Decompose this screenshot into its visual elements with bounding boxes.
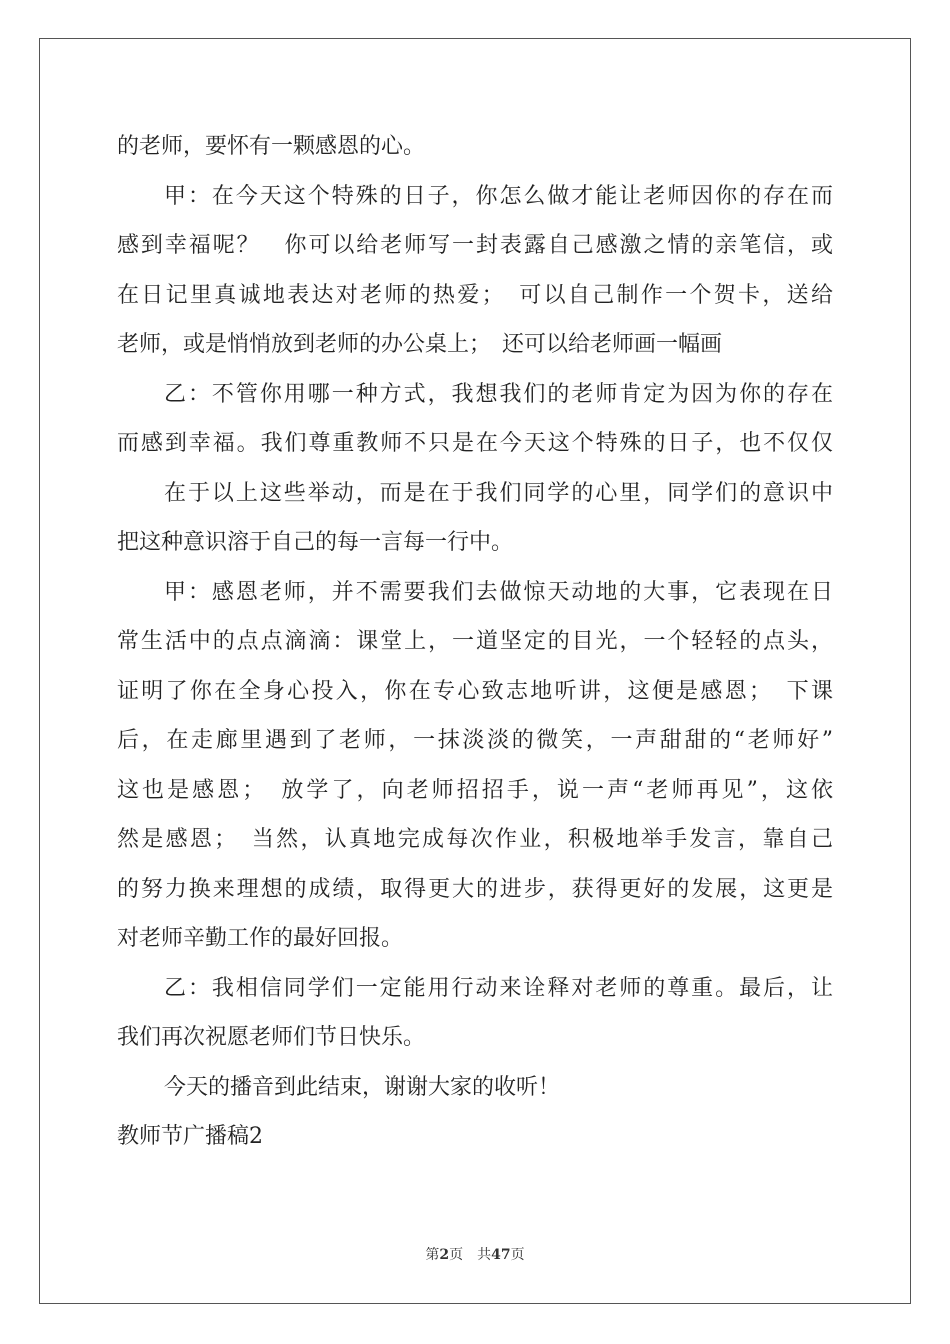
text-line: 甲：在今天这个特殊的日子，你怎么做才能让老师因你的存在而 bbox=[164, 183, 833, 209]
text-line: 然是感恩； 当然，认真地完成每次作业，积极地举手发言，靠自己 bbox=[117, 827, 833, 852]
text-line: 甲：感恩老师，并不需要我们去做惊天动地的大事，它表现在日 bbox=[164, 579, 833, 605]
text-line: 我们再次祝愿老师们节日快乐。 bbox=[117, 1025, 426, 1050]
text-line: 而感到幸福。我们尊重教师不只是在今天这个特殊的日子，也不仅仅 bbox=[117, 431, 833, 456]
text-line: 后，在走廊里遇到了老师，一抹淡淡的微笑，一声甜甜的“老师好” bbox=[117, 728, 833, 753]
document-body bbox=[117, 122, 833, 1162]
page-prefix: 第 bbox=[425, 1247, 440, 1263]
text-line: 的努力换来理想的成绩，取得更大的进步，获得更好的发展，这更是 bbox=[117, 876, 833, 902]
page-footer bbox=[0, 1244, 950, 1264]
text-line: 在日记里真诚地表达对老师的热爱； 可以自己制作一个贺卡，送给 bbox=[117, 282, 833, 308]
text-line: 乙：我相信同学们一定能用行动来诠释对老师的尊重。最后，让 bbox=[164, 975, 833, 1001]
page-number: 2 bbox=[439, 1247, 450, 1263]
text-line: 证明了你在全身心投入，你在专心致志地听讲，这便是感恩； 下课 bbox=[117, 678, 833, 704]
text-line: 乙：不管你用哪一种方式，我想我们的老师肯定为因为你的存在 bbox=[164, 381, 833, 407]
text-line: 感到幸福呢？ 你可以给老师写一封表露自己感激之情的亲笔信，或 bbox=[117, 233, 833, 258]
text-line: 的老师，要怀有一颗感恩的心。 bbox=[117, 134, 426, 159]
text-line: 常生活中的点点滴滴：课堂上，一道坚定的目光，一个轻轻的点头， bbox=[117, 629, 833, 654]
total-suffix: 页 bbox=[510, 1247, 525, 1263]
section-heading: 教师节广播稿2 bbox=[117, 1124, 263, 1149]
total-pages: 47 bbox=[491, 1247, 511, 1263]
text-line: 在于以上这些举动，而是在于我们同学的心里，同学们的意识中 bbox=[164, 480, 833, 506]
text-line: 这也是感恩； 放学了，向老师招招手，说一声“老师再见”，这依 bbox=[117, 777, 833, 803]
text-line: 把这种意识溶于自己的每一言每一行中。 bbox=[117, 530, 514, 555]
total-prefix: 共 bbox=[477, 1247, 492, 1263]
text-line: 对老师辛勤工作的最好回报。 bbox=[117, 926, 404, 951]
text-line: 老师，或是悄悄放到老师的办公桌上； 还可以给老师画一幅画 bbox=[117, 332, 723, 357]
text-line: 今天的播音到此结束，谢谢大家的收听！ bbox=[164, 1074, 561, 1100]
page-suffix: 页 bbox=[449, 1247, 464, 1263]
